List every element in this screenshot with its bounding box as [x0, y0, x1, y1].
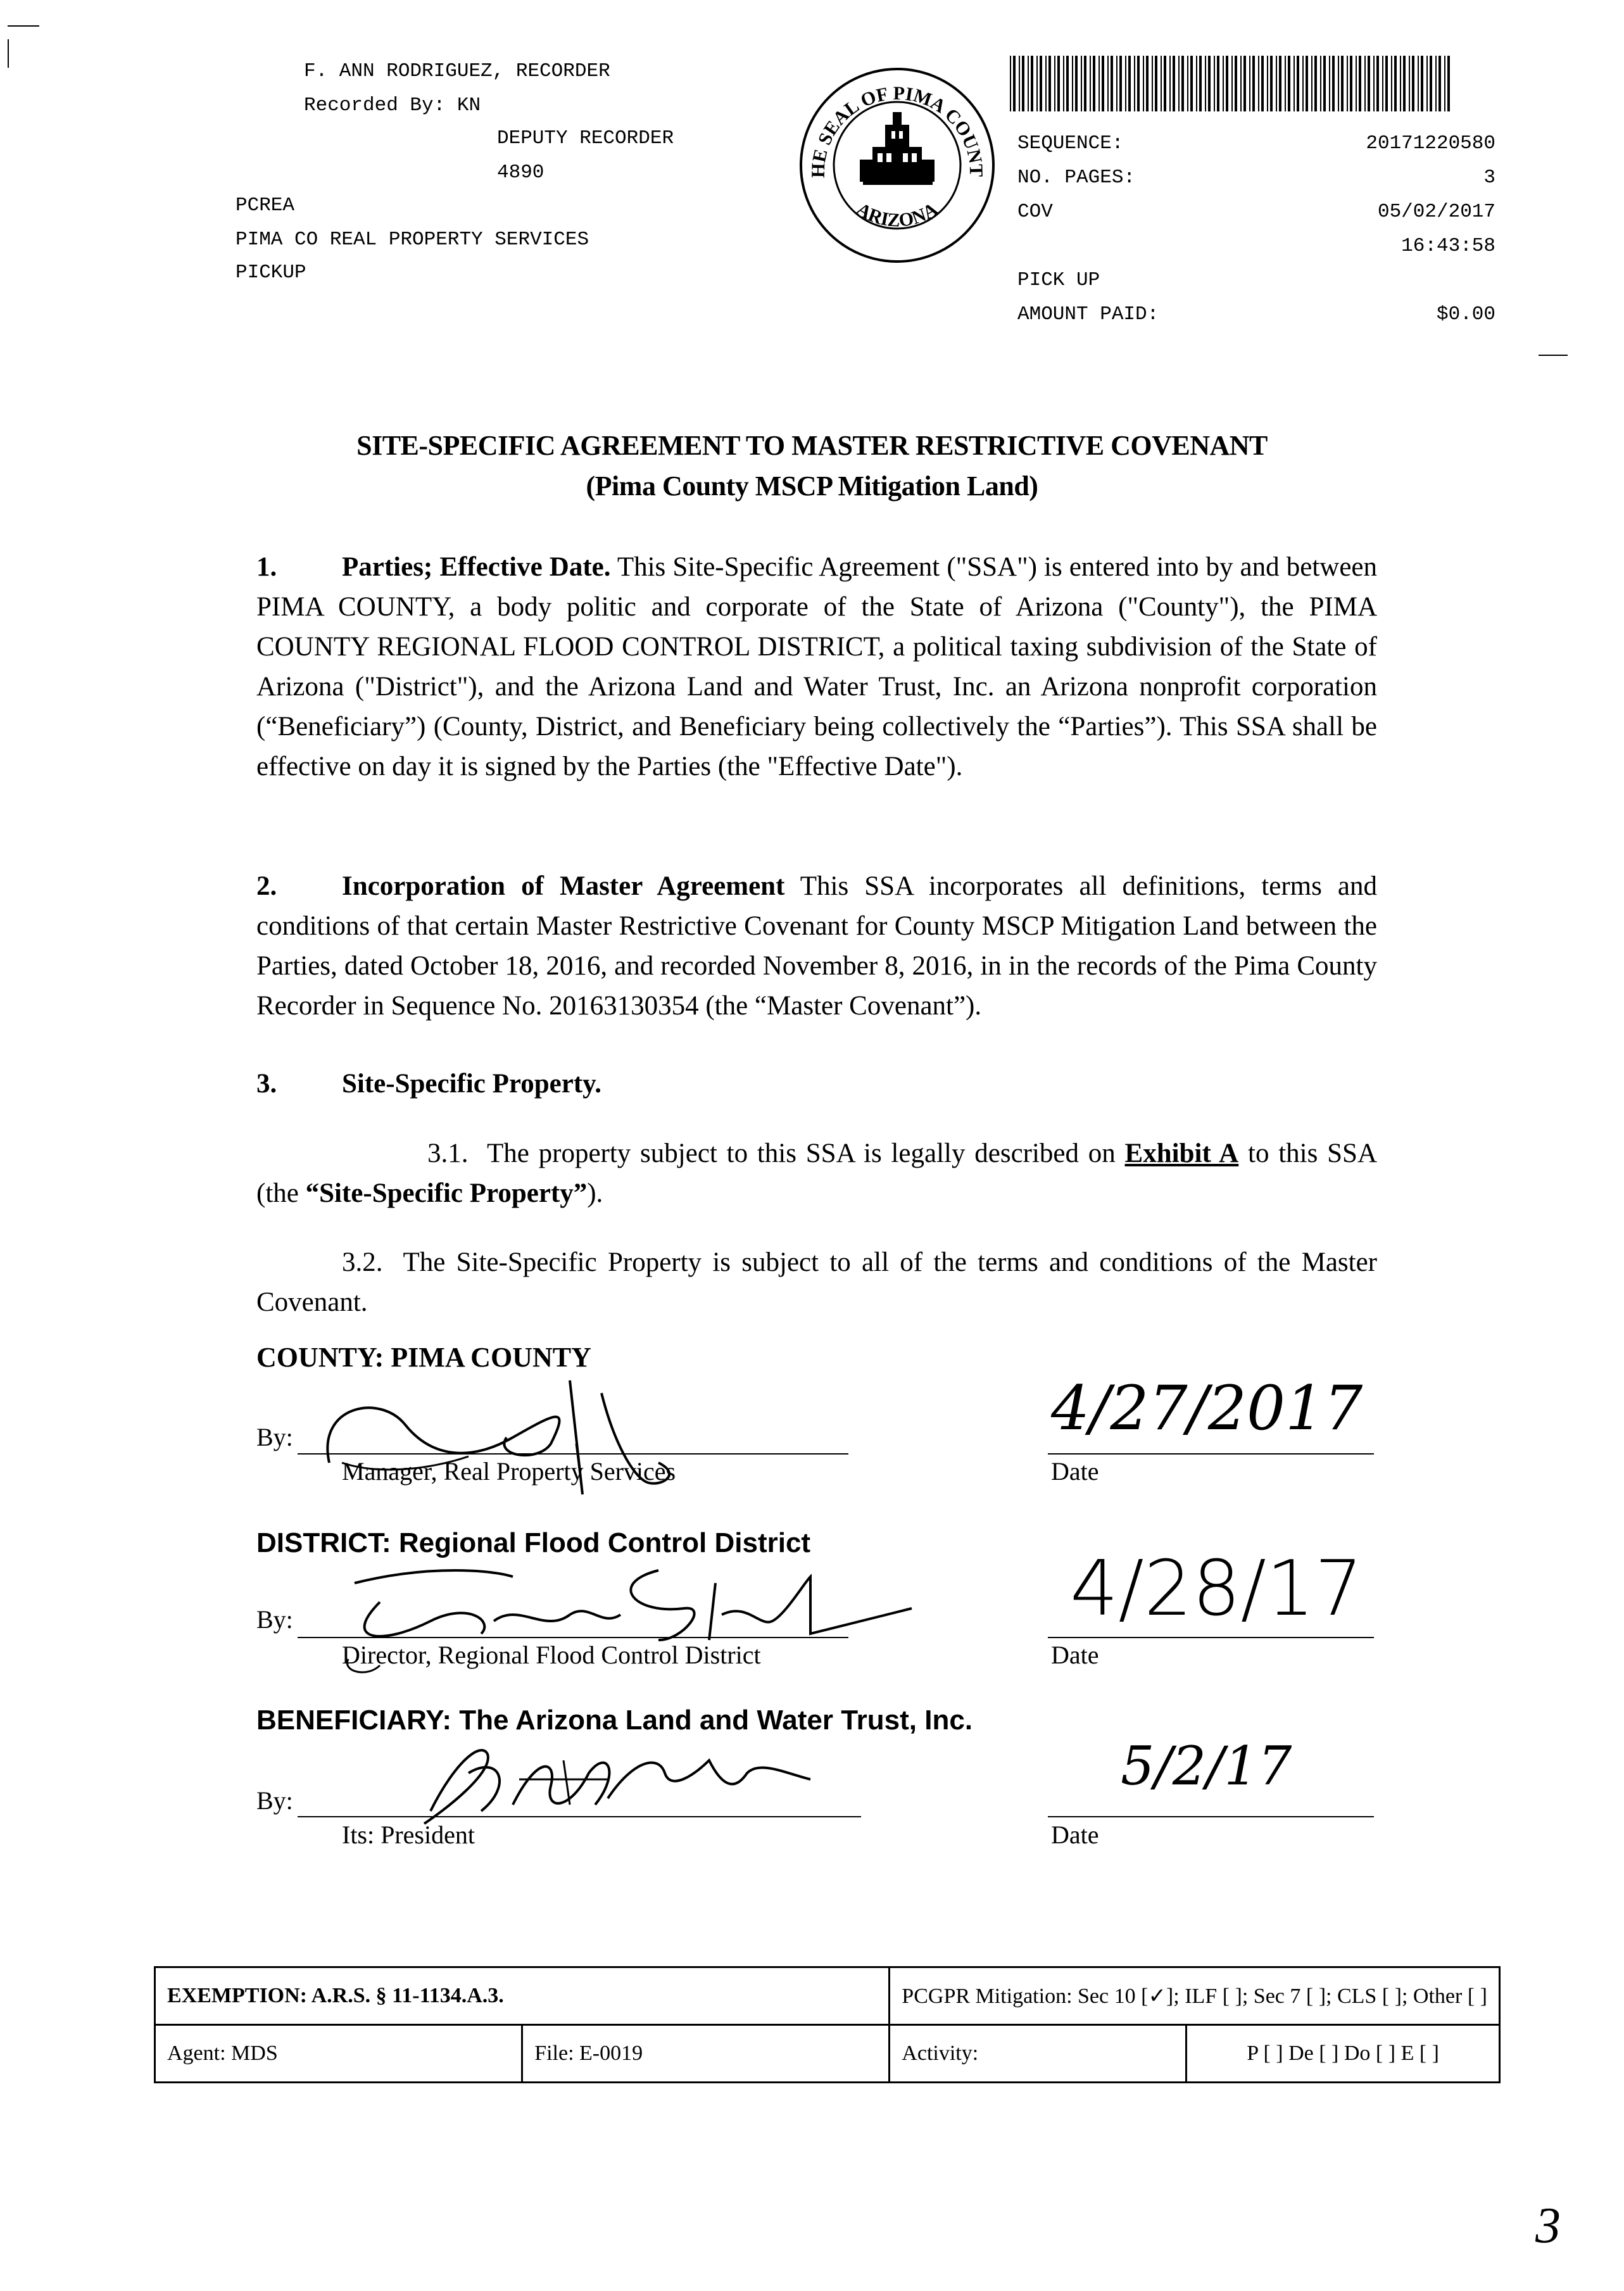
section-3-1-number: 3.1.	[427, 1139, 469, 1168]
section-2-heading: Incorporation of Master Agreement	[342, 871, 785, 901]
county-date-line	[1048, 1453, 1374, 1455]
mitigation-cell: PCGPR Mitigation: Sec 10 [✓]; ILF [ ]; Sec 7 [ ]; CLS [ ]; Other [ ]	[890, 1967, 1500, 2025]
sequence-label: SEQUENCE:	[1017, 132, 1124, 155]
district-heading: DISTRICT: Regional Flood Control District	[256, 1527, 811, 1558]
svg-text:THE SEAL OF PIMA COUNTY: HE SEAL OF PIMA COUNT	[807, 82, 987, 179]
beneficiary-date-label: Date	[1051, 1821, 1099, 1849]
section-1-number: 1.	[256, 552, 277, 582]
title-line-2: (Pima County MSCP Mitigation Land)	[586, 470, 1038, 502]
pages-value: 3	[1483, 167, 1495, 189]
amount-value: $0.00	[1436, 303, 1495, 325]
pages-label: NO. PAGES:	[1017, 167, 1136, 189]
pima-county-seal	[796, 65, 998, 266]
district-date-handwritten: 4/28/17	[1070, 1545, 1363, 1633]
district-date-line	[1048, 1637, 1374, 1638]
section-2	[256, 866, 1377, 1026]
district-by-label: By:	[256, 1605, 293, 1634]
corner-mark	[8, 39, 9, 68]
recording-time: 16:43:58	[1401, 235, 1495, 257]
amount-label: AMOUNT PAID:	[1017, 303, 1159, 325]
beneficiary-signature	[405, 1735, 823, 1830]
deputy-number: 4890	[497, 161, 544, 184]
section-3	[256, 1064, 1377, 1104]
county-signer-title: Manager, Real Property Services	[342, 1457, 676, 1486]
file-cell: File: E-0019	[522, 2025, 890, 2083]
page-number: 3	[1535, 2198, 1561, 2254]
section-1-text: This Site-Specific Agreement ("SSA") is entered into by and between PIMA COUNTY, a body politic and corporate of the State of Arizona ("County"), the PIMA COUNTY REGIONAL FLOOD CONTROL DISTRICT, a political taxing subdivision of the State of Arizona ("District"), and the Arizona Land and Water Trust, Inc. an Arizona nonprofit corporation (“Beneficiary”) (County, District, and Beneficiary being collectively the “Parties”). This SSA shall be effective on day it is signed by the Parties (the "Effective Date").	[256, 552, 1377, 781]
section-1-heading: Parties; Effective Date.	[342, 552, 611, 582]
section-3-heading: Site-Specific Property.	[342, 1069, 601, 1099]
county-heading: COUNTY: PIMA COUNTY	[256, 1342, 591, 1373]
section-3-2-number: 3.2.	[342, 1247, 383, 1277]
edge-mark	[1539, 355, 1568, 356]
district-signer-title: Director, Regional Flood Control District	[342, 1641, 761, 1669]
title-line-1: SITE-SPECIFIC AGREEMENT TO MASTER RESTRICTIVE COVENANT	[356, 430, 1268, 461]
district-date-label: Date	[1051, 1641, 1099, 1669]
beneficiary-by-label: By:	[256, 1786, 293, 1815]
corner-mark	[8, 25, 39, 27]
recorder-code: PCREA	[236, 194, 295, 217]
section-1	[256, 547, 1377, 786]
type-label: COV	[1017, 201, 1053, 223]
document-title	[0, 426, 1624, 507]
barcode	[1010, 56, 1453, 111]
pickup-label: PICK UP	[1017, 269, 1100, 291]
section-2-text: This SSA incorporates all definitions, terms and conditions of that certain Master Restrictive Covenant for County MSCP Mitigation Land between the Parties, dated October 18, 2016, and recorded November 8, 2016, in in the records of the Pima County Recorder in Sequence No. 20163130354 (the “Master Covenant”).	[256, 871, 1377, 1021]
recorded-by: Recorded By: KN	[304, 94, 481, 117]
recording-info	[1017, 127, 1495, 332]
site-specific-property-term: “Site-Specific Property”	[305, 1178, 588, 1208]
section-3-1-text: The property subject to this SSA is legally described on	[487, 1139, 1125, 1168]
codes-cell: P [ ] De [ ] Do [ ] E [ ]	[1187, 2025, 1500, 2083]
section-3-1-text-c: ).	[587, 1178, 603, 1208]
svg-text:ARIZONA: ARIZONA	[852, 198, 942, 231]
district-signature	[304, 1545, 924, 1684]
exemption-table	[154, 1966, 1501, 2083]
recorder-agency: PIMA CO REAL PROPERTY SERVICES	[236, 229, 589, 251]
section-3-1-text-b: to this SSA (the	[256, 1139, 1377, 1208]
county-signature	[304, 1368, 696, 1513]
exhibit-a-link: Exhibit A	[1124, 1139, 1239, 1168]
exemption-cell: EXEMPTION: A.R.S. § 11-1134.A.3.	[155, 1967, 890, 2025]
county-date-handwritten: 4/27/2017	[1051, 1373, 1363, 1444]
section-3-number: 3.	[256, 1069, 277, 1099]
section-3-2-text: The Site-Specific Property is subject to all of the terms and conditions of the Master Covenant.	[256, 1247, 1377, 1317]
beneficiary-signer-title: Its: President	[342, 1821, 475, 1849]
activity-cell: Activity:	[890, 2025, 1187, 2083]
recorder-delivery: PICKUP	[236, 262, 306, 284]
recorder-name: F. ANN RODRIGUEZ, RECORDER	[304, 60, 610, 82]
table-row	[155, 2025, 1500, 2083]
section-3-1	[256, 1133, 1377, 1213]
sequence-value: 20171220580	[1366, 132, 1495, 155]
beneficiary-date-line	[1048, 1816, 1374, 1817]
agent-cell: Agent: MDS	[155, 2025, 522, 2083]
beneficiary-date-handwritten: 5/2/17	[1121, 1735, 1292, 1797]
section-2-number: 2.	[256, 871, 277, 901]
county-by-label: By:	[256, 1423, 293, 1451]
table-row	[155, 1967, 1500, 2025]
county-date-label: Date	[1051, 1457, 1099, 1486]
beneficiary-heading: BENEFICIARY: The Arizona Land and Water Trust, Inc.	[256, 1705, 973, 1736]
recording-date: 05/02/2017	[1377, 201, 1495, 223]
section-3-2	[256, 1242, 1377, 1322]
deputy-recorder: DEPUTY RECORDER	[497, 127, 674, 149]
